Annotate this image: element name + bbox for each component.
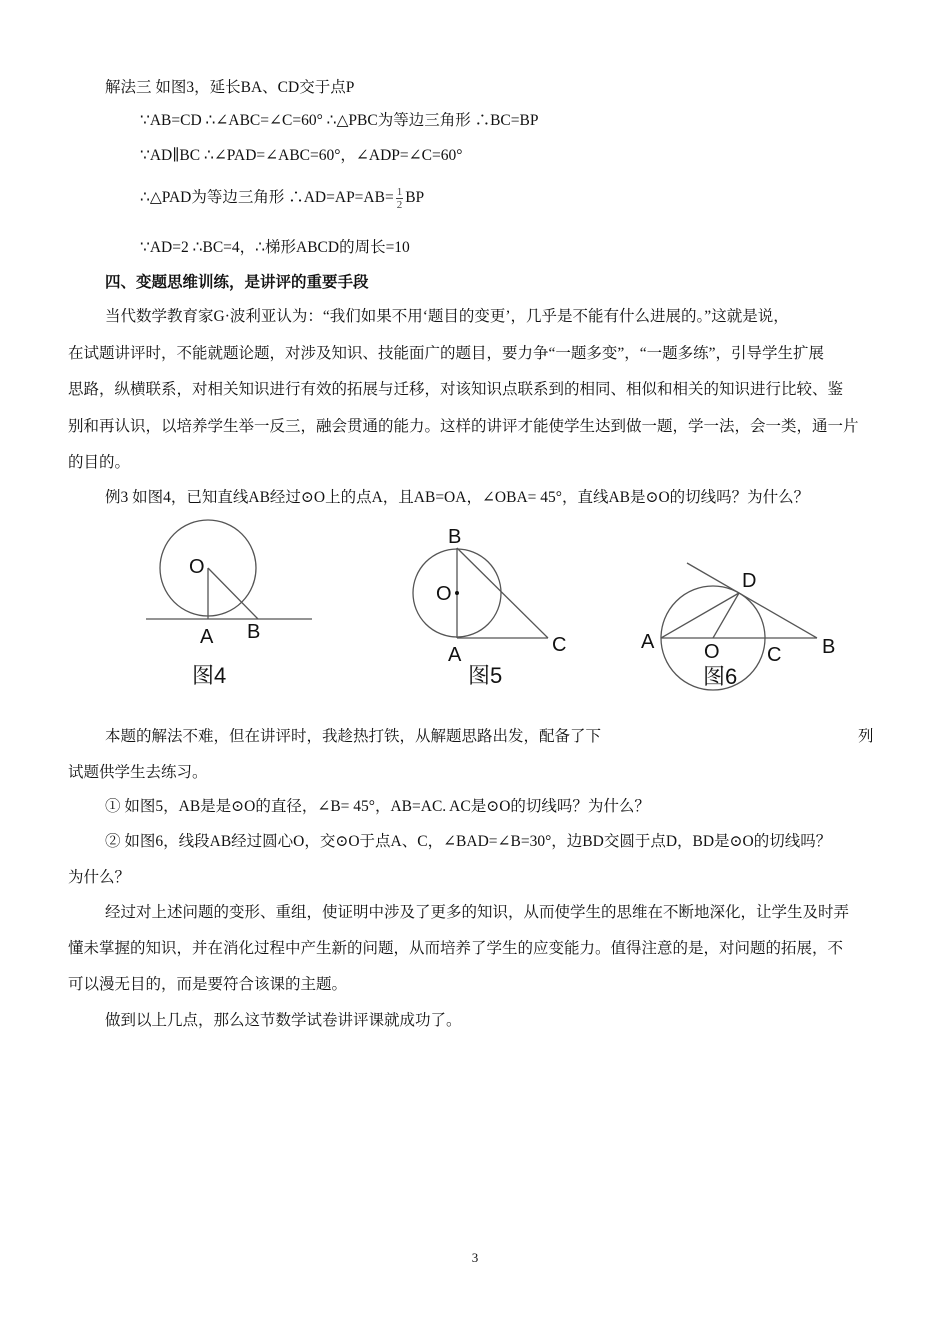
section4-para-line5: 的目的。 [68, 454, 131, 471]
fig4-label-O: O [189, 556, 205, 578]
fig6-label-O: O [704, 641, 720, 663]
fig6-label-C: C [767, 644, 782, 666]
solution3-line1: ∵AB=CD ∴∠ABC=∠C=60° ∴△PBC为等边三角形 ∴BC=BP [140, 112, 539, 129]
section4-para-line4: 别和再认识，以培养学生举一反三，融会贯通的能力。这样的讲评才能使学生达到做一题，学一法，会一类，通一片 [68, 418, 859, 435]
solution3-line4: ∵AD=2 ∴BC=4，∴梯形ABCD的周长=10 [140, 239, 410, 256]
exercise-2-line2: 为什么？ [68, 869, 131, 886]
conclusion-line1: 经过对上述问题的变形、重组，使证明中涉及了更多的知识，从而使学生的思维在不断地深化，让学生及时弄 [105, 904, 850, 921]
fraction-half: $\frac{1}{2}$ [396, 186, 403, 211]
example3-text: 例3 如图4，已知直线AB经过⊙O上的点A，且AB=OA，∠OBA= 45°，直线AB是⊙O的切线吗？为什么？ [105, 489, 810, 506]
page-number: 3 [471, 1250, 479, 1265]
section4-para-line3: 思路，纵横联系，对相关知识进行有效的拓展与迁移，对该知识点联系到的相同、相似和相关的知识进行比较、鉴 [68, 381, 844, 398]
solution3-line3-post: BP [405, 189, 425, 207]
fig4-label-A: A [200, 626, 214, 648]
fig6-caption: 图6 [703, 664, 738, 689]
section4-para-line2: 在试题讲评时，不能就题论题，对涉及知识、技能面广的题目，要力争“一题多变”，“一题多练”，引导学生扩展 [68, 345, 825, 362]
fig6-label-D: D [742, 570, 757, 592]
after-fig-line2: 试题供学生去练习。 [68, 764, 208, 781]
section4-para-line1: 当代数学教育家G·波利亚认为：“我们如果不用‘题目的变更’，几乎是不能有什么进展的。”这就是说， [105, 308, 789, 325]
fig4-caption: 图4 [192, 663, 227, 688]
section4-heading: 四、变题思维训练，是讲评的重要手段 [105, 274, 369, 291]
fig5-caption: 图5 [468, 663, 503, 688]
fig5-segment-BC [457, 548, 548, 638]
figure-4 [140, 520, 330, 700]
fig6-label-B: B [822, 636, 836, 658]
fig4-segment-OB [208, 568, 258, 619]
fig5-label-B: B [448, 526, 462, 548]
fig5-label-A: A [448, 644, 462, 666]
fig5-label-C: C [552, 634, 567, 656]
solution3-line2: ∵AD∥BC ∴∠PAD=∠ABC=60°，∠ADP=∠C=60° [140, 147, 463, 164]
exercise-1: ① 如图5，AB是是⊙O的直径，∠B= 45°，AB=AC. AC是⊙O的切线吗？为什么？ [105, 798, 650, 815]
solution3-heading: 解法三 如图3，延长BA、CD交于点P [105, 79, 355, 96]
fig4-label-B: B [247, 621, 261, 643]
fig5-label-O: O [436, 583, 452, 605]
after-fig-line1: 本题的解法不难，但在讲评时，我趁热打铁，从解题思路出发，配备了下 [105, 728, 602, 745]
solution3-line3-pre: ∴△PAD为等边三角形 ∴AD=AP=AB= [140, 189, 394, 207]
figure-5 [400, 520, 590, 700]
figure-6 [635, 560, 855, 700]
fig5-center-dot [455, 591, 459, 595]
fig6-segment-AD [661, 593, 739, 638]
after-fig-line1-end: 列 [858, 728, 874, 745]
conclusion-line3: 可以漫无目的，而是要符合该课的主题。 [68, 976, 348, 993]
fig6-label-A: A [641, 631, 655, 653]
conclusion-line2: 懂未掌握的知识，并在消化过程中产生新的问题，从而培养了学生的应变能力。值得注意的是，对问题的拓展，不 [68, 940, 844, 957]
solution3-line3 [140, 186, 424, 211]
conclusion-final: 做到以上几点，那么这节数学试卷讲评课就成功了。 [105, 1012, 462, 1029]
exercise-2-line1: ② 如图6，线段AB经过圆心O，交⊙O于点A、C，∠BAD=∠B=30°，边BD交圆于点D，BD是⊙O的切线吗？ [105, 833, 832, 850]
